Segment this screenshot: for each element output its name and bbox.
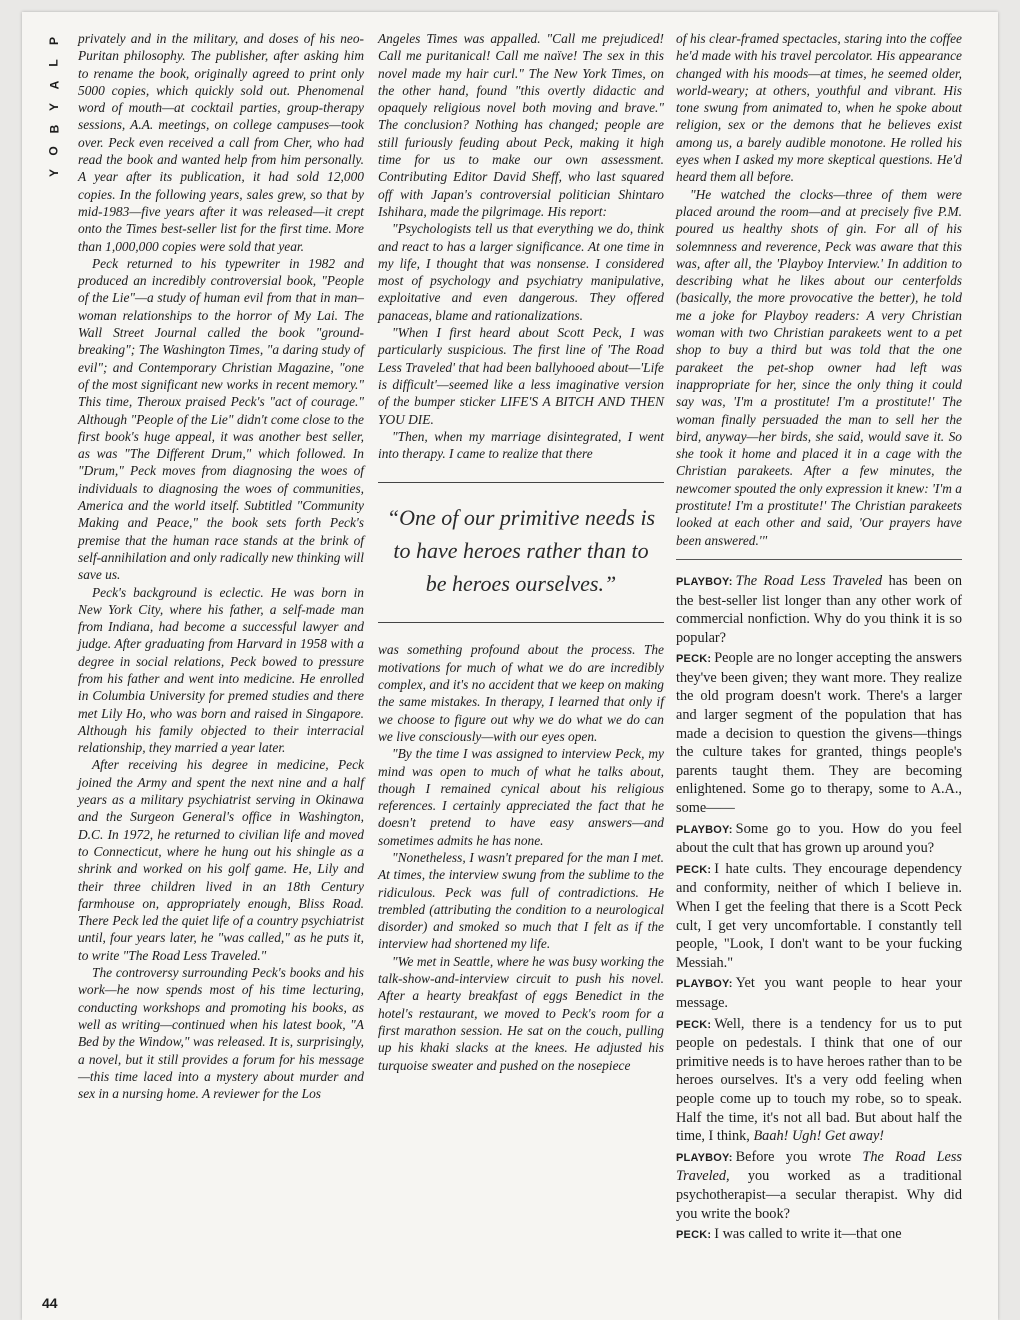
- folio-letter: P: [46, 36, 61, 46]
- folio-letter: L: [47, 59, 61, 67]
- section-divider: [676, 559, 962, 560]
- interview-exchange: [676, 1015, 962, 1146]
- paragraph: Peck returned to his typewriter in 1982 and produced an incredibly controversial book, "People of the Lie"—a study of human evil from that in man–woman relationships to the horror of My Lai. The Wall Street Journal called the book "ground-breaking"; The Washington Times, "a daring study of evil"; and Contemporary Christian Magazine, "one of the most significant new works in recent memory." This time, Theroux praised Peck's "act of courage." Although "People of the Lie" didn't come close to the first book's huge appeal, it was another best seller, as was "The Different Drum," which followed. In "Drum," Peck moves from diagnosing the woes of individuals to diagnosing the woes of communities, America and the world itself. Subtitled "Community Making and Peace," the book sets forth Peck's premise that the human race stands at the brink of self-annihilation and only radically new thinking will save us.: [78, 255, 364, 583]
- folio-letter: A: [46, 80, 61, 90]
- answer-text: Well, there is a tendency for us to put people on pedestals. I think that one of our primitive needs is to have heroes rather than to be heroes ourselves. It's a very odd feeling when people come up to touch my robe, so to speak. Half the time, it's not all bad. But about half the time, I think,: [676, 1015, 962, 1145]
- paragraph: "We met in Seattle, where he was busy working the talk-show-and-interview circuit to push his novel. After a hearty breakfast of eggs Benedict in the hotel's restaurant, we moved to Peck's room for a first marathon session. He sat on the couch, pulling up his khaki slacks at the knees. He adjusted his turquoise sweater and pushed on the nosepiece: [378, 953, 664, 1073]
- interview-exchange: [676, 1225, 962, 1245]
- magazine-name-vertical: [44, 30, 64, 184]
- emphasis-text: Baah! Ugh! Get away!: [753, 1128, 885, 1145]
- book-title: The Road Less Traveled,: [676, 1148, 962, 1185]
- folio-letter: Y: [46, 168, 61, 178]
- magazine-page: [22, 12, 998, 1320]
- paragraph: "He watched the clocks—three of them were placed around the room—and at precisely five P.M. poured us healthy shots of gin. For all of his solemnness and reverence, Peck was aware that this was, after all, the 'Playboy Interview.' In addition to describing what he likes about our centerfolds (basically, the more provocative the better), he told me a joke for Playboy readers: A very Christian woman with two Christian parakeets went to a pet shop to buy a third but was told that the one parakeet the pet-shop owner had left was inappropriate for her, since the only thing it could say was, 'I'm a prostitute! I'm a prostitute!' The woman finally persuaded the man to sell her the bird, anyway—her birds, she said, would save it. So she took it home and placed it in a cage with the Christian parakeets. After a few minutes, the newcomer spouted the only expression it knew: 'I'm a prostitute! I'm a prostitute!' The Christian parakeets looked at each other and said, 'Our prayers have been answered.'": [676, 186, 962, 548]
- answer-text: you worked as a traditional psychotherapist—a secular therapist. Why did you write the book?: [676, 1168, 962, 1222]
- answer-text: I hate cults. They encourage dependency and conformity, neither of which I believe in. When I get the feeling that there is a Scott Peck cult, I get very uncomfortable. I constantly tell people, "Look, I don't want to be your fucking Messiah.": [676, 860, 962, 971]
- interview-exchange: [676, 860, 962, 973]
- paragraph: Peck's background is eclectic. He was born in New York City, where his father, a self-made man from Indiana, had become a successful lawyer and judge. After graduating from Harvard in 1958 with a degree in social relations, Peck bowed to pressure from his father and went into medicine. He enrolled in Columbia University for premed studies and there met Lily Ho, who was born and raised in Singapore. Although his family objected to their interracial relationship, they married a year later.: [78, 584, 364, 756]
- paragraph: was something profound about the process. The motivations for much of what we do are incredibly complex, and it's no accident that we keep on making the same mistakes. In therapy, I learned that only if we choose to figure out why we do what we do can we live consciously—with our eyes open.: [378, 642, 664, 744]
- folio-letter: B: [46, 124, 61, 134]
- column-left: [78, 30, 364, 1102]
- answer-text: Some go to you. How do you feel about the cult that has grown up around you?: [676, 820, 962, 857]
- paragraph: "Psychologists tell us that everything we do, think and react to has a larger significance. At one time in my life, I thought that was nonsense. I considered most of psychology and psychiatry manipulative, exploitative and even dangerous. They offered panaceas, blame and rationalizations.: [378, 221, 664, 323]
- answer-text: I was called to write it—that one: [714, 1226, 902, 1243]
- paragraph: Angeles Times was appalled. "Call me prejudiced! Call me puritanical! Call me naïve! The sex in this novel made my hair curl." The New York Times, on the other hand, found "this overtly didactic and opaquely religious novel both moving and brave." The conclusion? Nothing has changed; people are still furiously feuding about Peck, making it high time for us to make our own assessment. Contributing Editor David Sheff, who last squared off with Japan's controversial politician Shintaro Ishihara, made the pilgrimage. His report:: [378, 31, 664, 219]
- interview-exchange: [676, 649, 962, 817]
- pull-quote: “One of our primitive needs is to have heroes rather than to be heroes ourselves.”: [378, 482, 664, 623]
- paragraph: "Then, when my marriage disintegrated, I went into therapy. I came to realize that there: [378, 428, 664, 462]
- speaker-label: PLAYBOY:: [676, 978, 733, 991]
- speaker-label: PECK:: [676, 1229, 712, 1242]
- paragraph: After receiving his degree in medicine, Peck joined the Army and spent the next nine and a half years as a military psychiatrist serving in Okinawa and the Surgeon General's office in Washington, D.C. In 1972, he returned to civilian life and moved to Connecticut, where he hung out his shingle as a shrink and worked on his golf game. He, Lily and their three children lived in an 18th Century farmhouse on, appropriately enough, Bliss Road. There Peck led the quiet life of a country psychiatrist until, four years later, he "was called," as he puts it, to write "The Road Less Traveled.": [78, 757, 364, 963]
- speaker-label: PECK:: [676, 863, 712, 876]
- interview-exchange: [676, 572, 962, 647]
- folio-letter: Y: [46, 102, 61, 112]
- answer-text: has been on the best-seller list longer than any other work of commercial nonfiction. Why do you think it is so popular?: [676, 572, 962, 646]
- answer-text: Yet you want people to hear your message.: [676, 975, 962, 1011]
- column-right: [676, 30, 962, 1247]
- folio-letter: O: [47, 146, 61, 156]
- paragraph: "When I first heard about Scott Peck, I was particularly suspicious. The first line of 'The Road Less Traveled' that had been ballyhooed about—'Life is difficult'—seemed like a less imaginative version of the bumper sticker LIFE'S A BITCH AND THEN YOU DIE.: [378, 325, 664, 427]
- book-title: The Road Less Traveled: [735, 572, 883, 589]
- paragraph: privately and in the military, and doses of his neo-Puritan philosophy. The publisher, after asking him to rename the book, originally agreed to print only 5000 copies, which quickly sold out. Phenomenal word of mouth—at cocktail parties, group-therapy sessions, A.A. meetings, on college campuses—took over. Peck even received a call from Cher, who had read the book and wanted help from him personally. A year after its publication, it had sold 12,000 copies. In the following years, sales grew, so that by mid-1983—five years after it was released—it crept onto the Times best-seller list for the first time. More than 1,000,000 copies were sold that year.: [78, 31, 364, 254]
- answer-text: People are no longer accepting the answers they've been given; they want more. They realize the old program doesn't work. There's a larger and larger segment of the population that has made a decision to question the givens—things the culture takes for granted, things people's parents taught them. They are becoming enlightened. Some go to therapy, some to A.A., some——: [676, 650, 962, 817]
- paragraph: The controversy surrounding Peck's books and his work—he now spends most of his time lecturing, conducting workshops and promoting his books, as well as writing—continued when his latest book, "A Bed by the Window," was released. It is, surprisingly, a novel, but it still provides a forum for his message—this time laced into a mystery about murder and sex in a nursing home. A reviewer for the Los: [78, 965, 364, 1102]
- speaker-label: PLAYBOY:: [676, 575, 733, 588]
- speaker-label: PLAYBOY:: [676, 823, 733, 836]
- interview-exchange: [676, 820, 962, 858]
- paragraph: "By the time I was assigned to interview Peck, my mind was open to much of what he talks about, though I remained cynical about his religious references. I certainly appreciated the fact that he doesn't pretend to have easy answers—and sometimes admits he has none.: [378, 746, 664, 848]
- column-middle: [378, 30, 664, 1074]
- answer-text: Before you wrote: [735, 1148, 863, 1165]
- paragraph: "Nonetheless, I wasn't prepared for the man I met. At times, the interview swung from the sublime to the ridiculous. Peck was full of contradictions. He trembled (attributing the condition to a neurological disorder) and smoked so much that I felt as if the interview had shortened my life.: [378, 849, 664, 952]
- paragraph: of his clear-framed spectacles, staring into the coffee he'd made with his travel percolator. His appearance changed with his moods—at times, he seemed older, world-weary; at others, youthful and vibrant. His tone swung from animated to, when he spoke about religion, sex or the demons that he believes exist among us, a barely audible monotone. He rolled his eyes when I asked my more skeptical questions. He'd heard them all before.: [676, 31, 962, 185]
- speaker-label: PLAYBOY:: [676, 1151, 733, 1164]
- interview-exchange: [676, 1148, 962, 1223]
- speaker-label: PECK:: [676, 653, 712, 666]
- speaker-label: PECK:: [676, 1018, 712, 1031]
- page-number: 44: [42, 1295, 58, 1311]
- interview-exchange: [676, 974, 962, 1012]
